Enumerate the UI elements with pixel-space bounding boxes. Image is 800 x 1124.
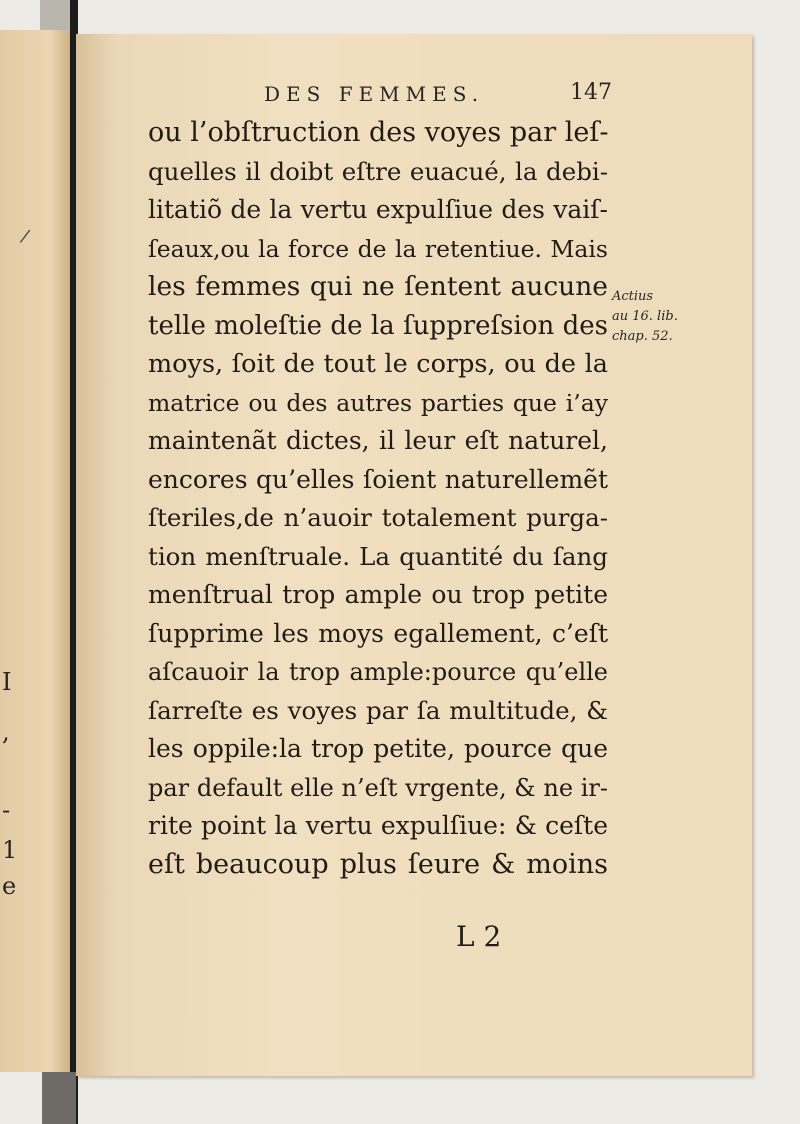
text-line: ſupprime les moys egallement, c’eſt	[148, 618, 608, 648]
edge-char: I	[2, 668, 12, 696]
text-line: maintenãt dictes, il leur eſt naturel,	[148, 426, 608, 455]
marginal-note-line: chap. 52.	[612, 329, 673, 344]
text-line: aſcauoir la trop ample:pource qu’elle	[148, 658, 608, 686]
text-line: moys, ſoit de tout le corps, ou de la	[148, 349, 608, 379]
edge-char: ,	[2, 718, 10, 746]
text-line: eſt beaucoup plus ſeure & moins	[148, 848, 608, 880]
text-line: rite point la vertu expulſiue: & ceſte	[148, 811, 608, 840]
text-line: litatiõ de la vertu expulſiue des vaiſ-	[148, 195, 608, 224]
text-line: ſteriles,de n’auoir totalement purga-	[148, 503, 608, 532]
left-page-edge-characters	[0, 30, 20, 1072]
binding-strip-top	[40, 0, 72, 30]
marginal-note	[612, 287, 702, 347]
binding-strip-bottom	[42, 1072, 76, 1124]
text-line: par default elle n’eſt vrgente, & ne ir-	[148, 773, 608, 802]
text-line: ſeaux,ou la force de la retentiue. Mais	[148, 234, 608, 263]
edge-char: -	[2, 796, 11, 824]
text-line: ou l’obſtruction des voyes par leſ-	[148, 117, 609, 148]
marginal-note-line: Actius	[612, 289, 654, 304]
signature-mark: L 2	[456, 920, 502, 953]
text-line: telle moleſtie de la ſuppreſsion des	[148, 310, 608, 341]
margin-mark: /	[18, 225, 32, 248]
text-line: quelles il doibt eſtre euacué, la debi-	[148, 156, 608, 186]
running-head: DES FEMMES.	[264, 82, 485, 106]
text-line: menſtrual trop ample ou trop petite	[148, 580, 608, 609]
text-line: matrice ou des autres parties que i’ay	[148, 388, 608, 417]
page-number: 147	[570, 80, 612, 105]
marginal-note-line: au 16. lib.	[612, 309, 678, 324]
text-line: ſarreſte es voyes par ſa multitude, &	[148, 695, 608, 725]
left-page-edge	[0, 30, 72, 1072]
edge-char: e	[2, 872, 17, 900]
text-line: encores qu’elles ſoient naturellemẽt	[148, 464, 608, 494]
body-text	[148, 114, 608, 884]
text-line: tion menſtruale. La quantité du ſang	[148, 541, 608, 571]
edge-char: 1	[2, 836, 18, 864]
text-line: les oppile:la trop petite, pource que	[148, 734, 608, 763]
text-line: les femmes qui ne ſentent aucune	[148, 271, 608, 302]
